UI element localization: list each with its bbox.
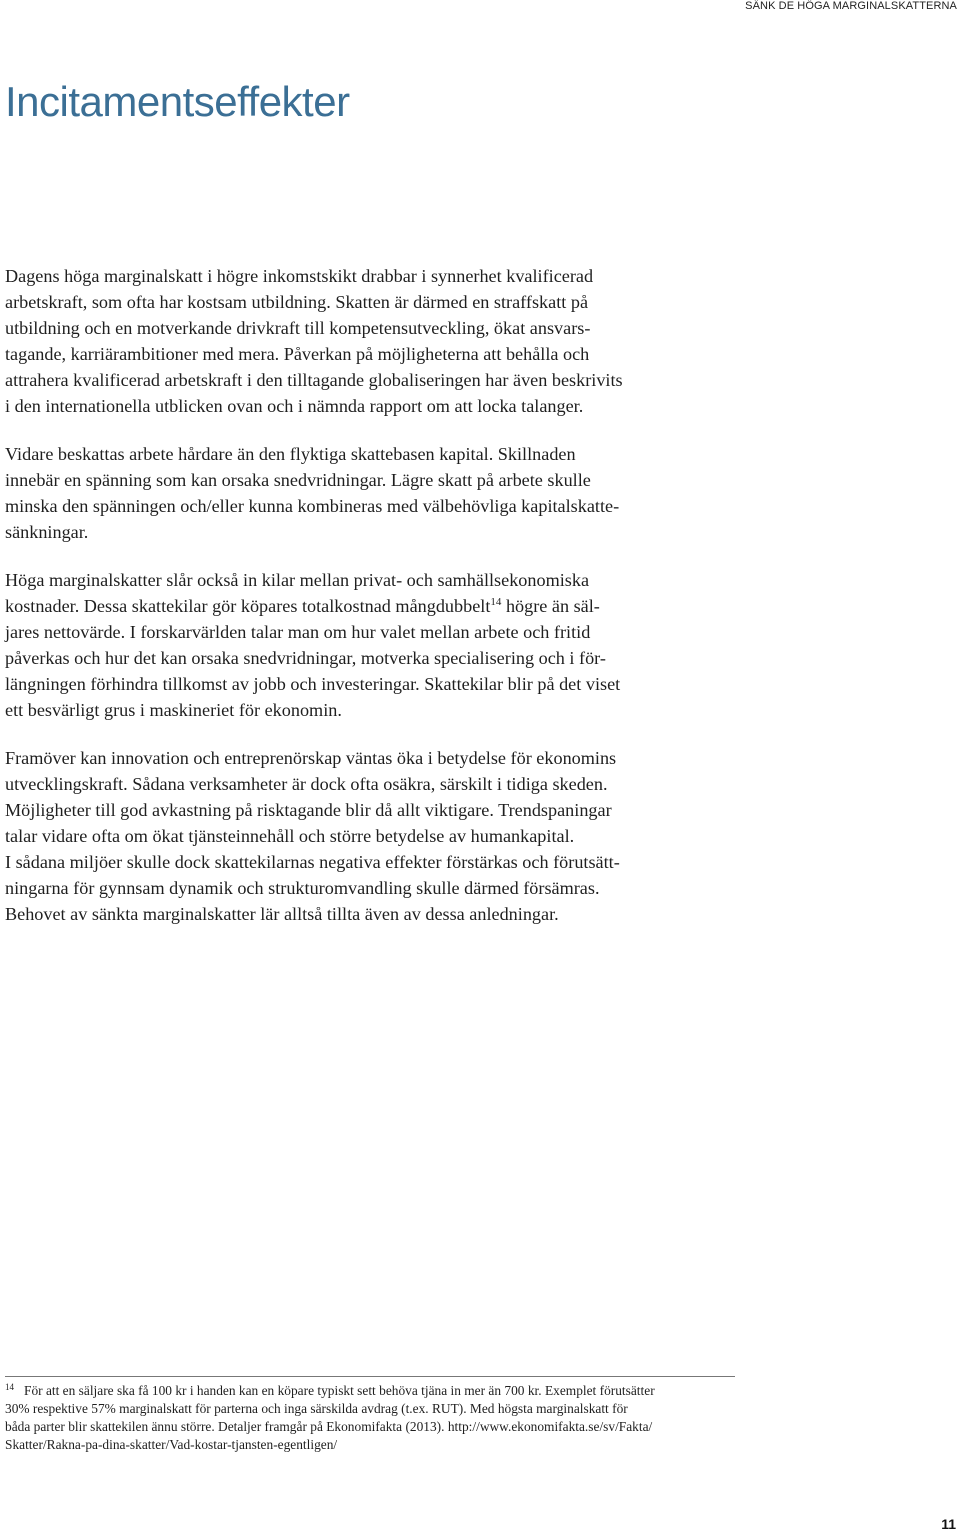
running-header: SÄNK DE HÖGA MARGINALSKATTERNA	[745, 0, 957, 12]
footnote-reference[interactable]: 14	[490, 595, 502, 608]
text-line: sänkningar.	[5, 522, 89, 542]
footnote-line: 30% respektive 57% marginalskatt för parterna och inga särskilda avdrag (t.ex. RUT). Med högsta marginalskatt för	[5, 1401, 628, 1416]
text-line: arbetskraft, som ofta har kostsam utbildning. Skatten är därmed en straffskatt på	[5, 292, 589, 312]
text-line-start: kostnader. Dessa skattekilar gör köpares totalkostnad mångdubbelt	[5, 596, 491, 616]
text-line: Dagens höga marginalskatt i högre inkomstskikt drabbar i synnerhet kvalificerad	[5, 266, 594, 286]
text-line-end: högre än säl-	[501, 596, 600, 616]
footnote-divider	[5, 1376, 735, 1377]
text-line: tagande, karriärambitioner med mera. Påverkan på möjligheterna att behålla och	[5, 344, 590, 364]
text-line: Möjligheter till god avkastning på risktagande blir då allt viktigare. Trendspaningar	[5, 800, 612, 820]
footnote-number: 14	[5, 1381, 14, 1392]
footnote-line[interactable]: Skatter/Rakna-pa-dina-skatter/Vad-kostar-tjansten-egentligen/	[5, 1437, 338, 1452]
paragraph-1	[5, 263, 733, 419]
footnote-line[interactable]: båda parter blir skattekilen ännu större. Detaljer framgår på Ekonomifakta (2013). http://www.ekonomifakta.se/sv/Fakta/	[5, 1419, 653, 1434]
text-line: jares nettovärde. I forskarvärlden talar man om hur valet mellan arbete och fritid	[5, 622, 591, 642]
text-line: utbildning och en motverkande drivkraft till kompetensutveckling, ökat ansvars-	[5, 318, 591, 338]
text-line: längningen förhindra tillkomst av jobb och investeringar. Skattekilar blir på det viset	[5, 674, 621, 694]
text-line: ett besvärligt grus i maskineriet för ekonomin.	[5, 700, 342, 720]
body-text	[5, 263, 733, 949]
text-line: ningarna för gynnsam dynamik och strukturomvandling skulle därmed försämras.	[5, 878, 600, 898]
text-line: attrahera kvalificerad arbetskraft i den tilltagande globaliseringen har även beskrivits	[5, 370, 623, 390]
footnote	[5, 1382, 740, 1454]
footnote-line	[5, 1382, 740, 1400]
paragraph-4	[5, 745, 733, 927]
page-number: 11	[941, 1516, 956, 1532]
text-line: talar vidare ofta om ökat tjänsteinnehåll och större betydelse av humankapital.	[5, 826, 575, 846]
text-line: i den internationella utblicken ovan och i nämnda rapport om att locka talanger.	[5, 396, 584, 416]
text-line: påverkas och hur det kan orsaka snedvridningar, motverka specialisering och i för-	[5, 648, 606, 668]
footnote-text: För att en säljare ska få 100 kr i handen kan en köpare typiskt sett behöva tjäna in mer än 700 kr. Exemplet förutsätter	[24, 1383, 655, 1398]
paragraph-3	[5, 567, 733, 723]
text-line: innebär en spänning som kan orsaka snedvridningar. Lägre skatt på arbete skulle	[5, 470, 591, 490]
text-line: Framöver kan innovation och entreprenörskap väntas öka i betydelse för ekonomins	[5, 748, 617, 768]
text-line: Vidare beskattas arbete hårdare än den flyktiga skattebasen kapital. Skillnaden	[5, 444, 576, 464]
text-line-with-footnote	[5, 593, 733, 619]
text-line: minska den spänningen och/eller kunna kombineras med välbehövliga kapitalskatte-	[5, 496, 620, 516]
text-line: Höga marginalskatter slår också in kilar mellan privat- och samhällsekonomiska	[5, 570, 590, 590]
text-line: utvecklingskraft. Sådana verksamheter är dock ofta osäkra, särskilt i tidiga skeden.	[5, 774, 608, 794]
text-line: Behovet av sänkta marginalskatter lär alltså tillta även av dessa anledningar.	[5, 904, 559, 924]
page-title: Incitamentseffekter	[5, 78, 350, 125]
text-line: I sådana miljöer skulle dock skattekilarnas negativa effekter förstärkas och förutsätt-	[5, 852, 620, 872]
paragraph-2	[5, 441, 733, 545]
